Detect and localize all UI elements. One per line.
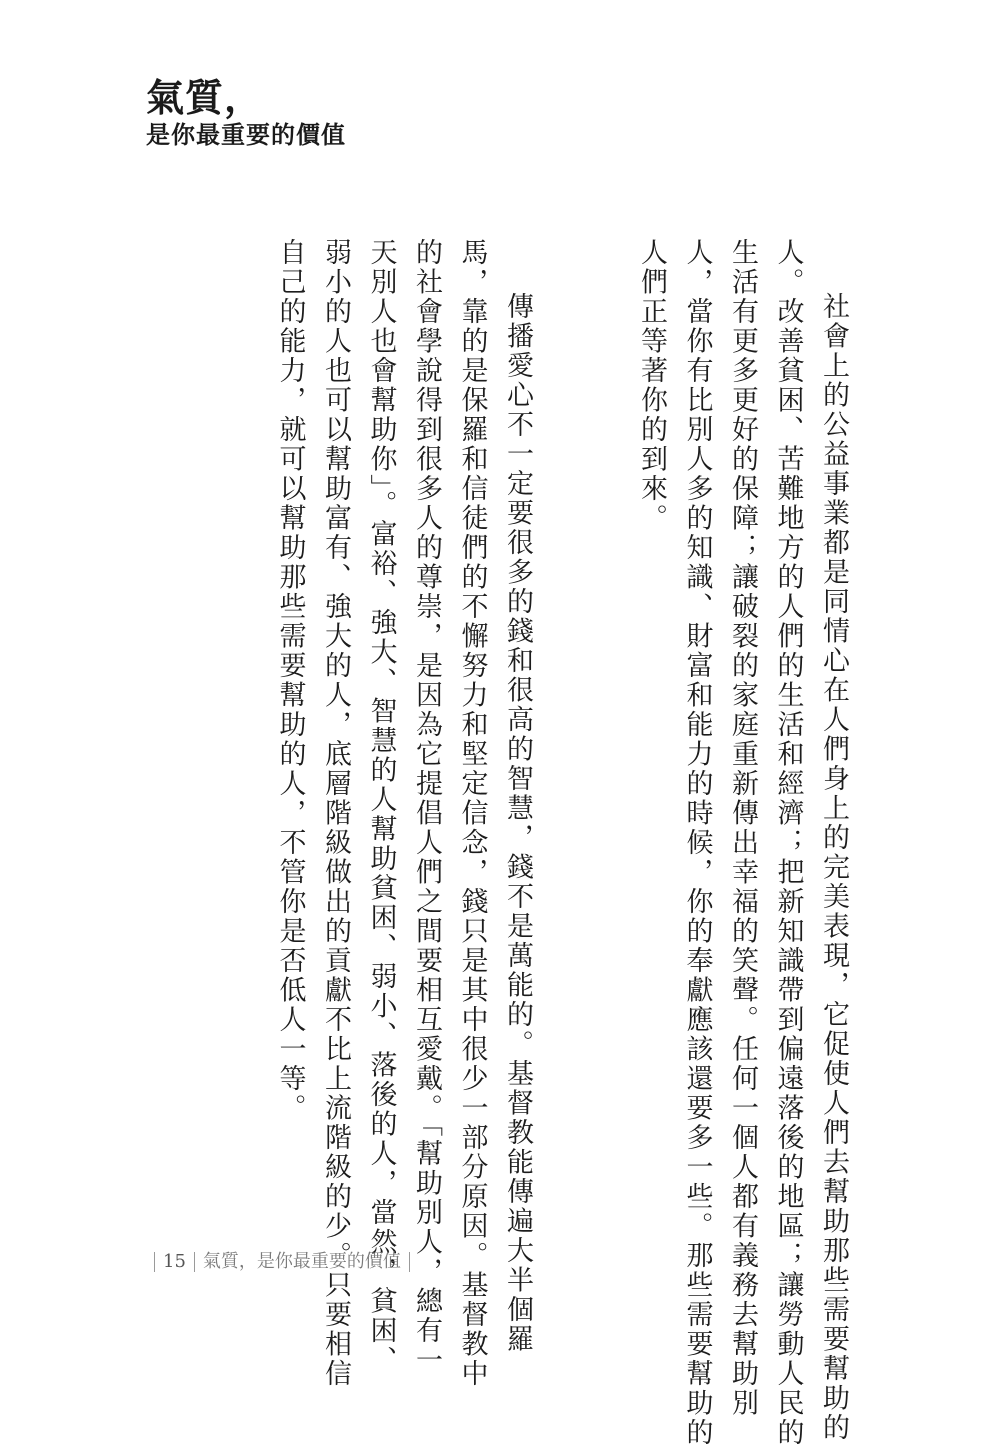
paragraph-1-line: 人，當你有比別人多的知識、財富和能力的時候，你的奉獻應該還要多一些。那些需要幫助的 — [681, 238, 713, 1448]
paragraph-1-line: 生活有更多更好的保障；讓破裂的家庭重新傳出幸福的笑聲。任何一個人都有義務去幫助別 — [727, 238, 758, 1418]
page-title-block — [146, 76, 346, 150]
paragraph-2-line: 弱小的人也可以幫助富有、強大的人，底層階級做出的貢獻不比上流階級的少。只要相信 — [320, 238, 351, 1389]
footer-divider — [154, 1252, 155, 1272]
page-title: 氣質， — [146, 75, 264, 120]
paragraph-1-line: 社會上的公益事業都是同情心在人們身上的完美表現，它促使人們去幫助那些需要幫助的 — [818, 292, 849, 1443]
page-number: 15 — [163, 1251, 186, 1272]
paragraph-1 — [629, 238, 857, 1448]
footer-divider — [194, 1252, 195, 1272]
paragraph-1-line: 人。改善貧困、苦難地方的人們的生活和經濟；把新知識帶到偏遠落後的地區；讓勞動人民的 — [772, 238, 804, 1448]
paragraph-2-line: 馬，靠的是保羅和信徒們的不懈努力和堅定信念，錢只是其中很少一部分原因。基督教中 — [456, 238, 488, 1389]
paragraph-1-line: 人們正等著你的到來。 — [636, 238, 667, 533]
paragraph-2-line: 的社會學說得到很多人的尊崇，是因為它提倡人們之間要相互愛戴。「幫助別人，總有一 — [411, 238, 442, 1375]
page-subtitle: 是你最重要的價值 — [146, 120, 346, 149]
paragraph-2-line: 傳播愛心不一定要很多的錢和很高的智慧，錢不是萬能的。基督教能傳遍大半個羅 — [502, 292, 533, 1354]
paragraph-2-line: 自己的能力，就可以幫助那些需要幫助的人，不管你是否低人一等。 — [274, 238, 306, 1123]
page-footer — [146, 1250, 418, 1274]
running-title: 氣質，是你最重要的價值 — [202, 1251, 401, 1272]
footer-divider — [409, 1252, 410, 1272]
paragraph-2-line: 天別人也會幫助你」。富裕、強大、智慧的人幫助貧困、弱小、落後的人，當然，貧困、 — [365, 238, 397, 1375]
